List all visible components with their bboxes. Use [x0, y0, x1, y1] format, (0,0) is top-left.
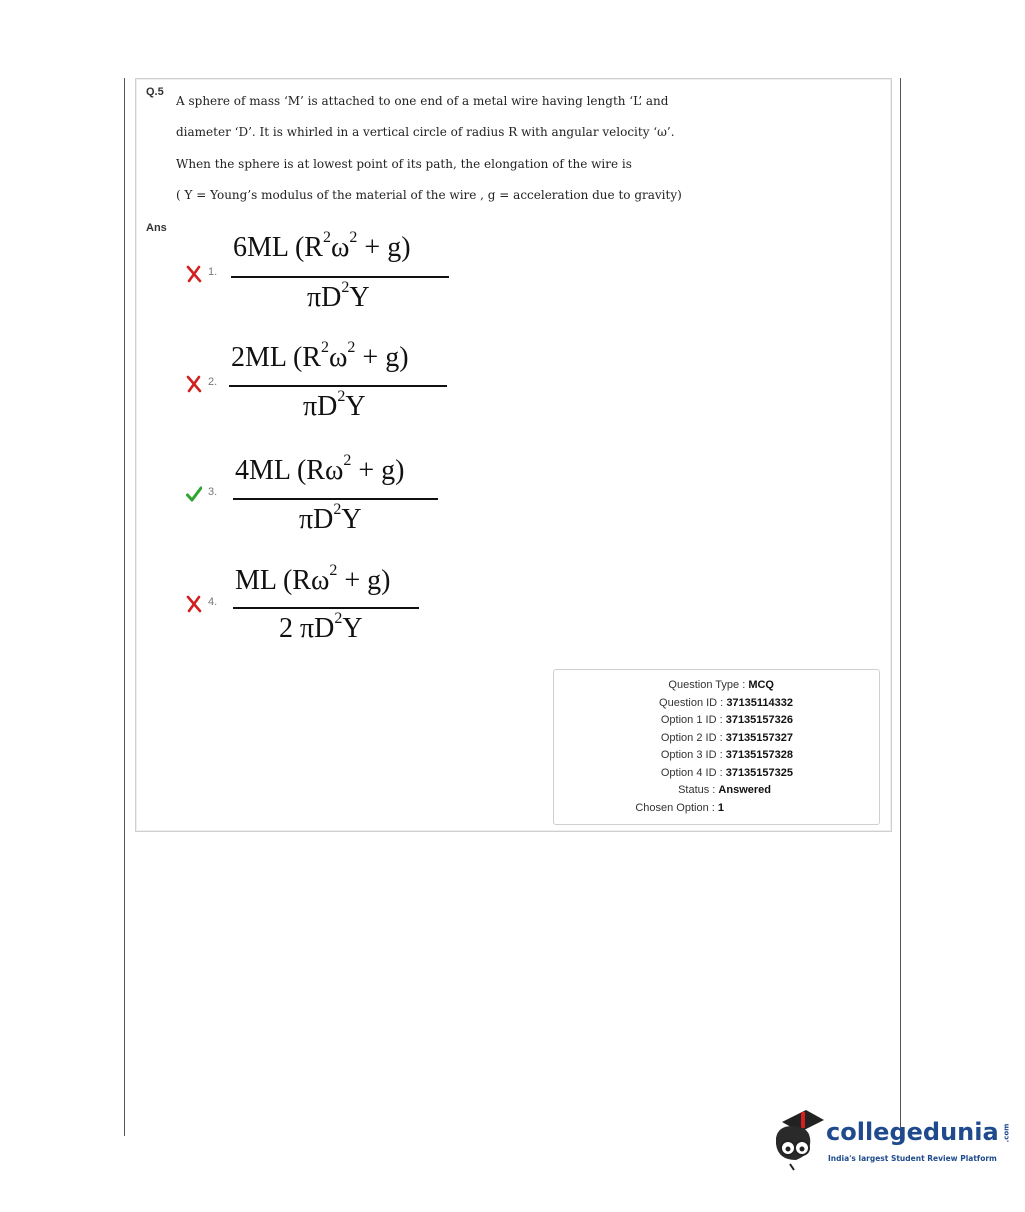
question-text-line: A sphere of mass ‘M’ is attached to one end of a metal wire having length ‘L’ and — [176, 94, 669, 108]
option-3-denominator: $\pi D^2Y$ — [299, 501, 362, 535]
mascot-icon — [768, 1104, 828, 1176]
fraction-bar — [233, 607, 419, 609]
option-3-formula — [233, 452, 443, 545]
option-number: 2. — [208, 376, 218, 388]
option-number: 4. — [208, 596, 218, 608]
cross-icon — [186, 375, 202, 393]
info-option-2-id: Option 2 ID : 37135157327 — [660, 732, 793, 744]
question-info-box — [553, 669, 880, 825]
collegedunia-logo — [768, 1104, 1011, 1176]
option-1-formula — [231, 229, 451, 322]
option-1-denominator: $\pi D^2Y$ — [307, 279, 370, 313]
checkmark-icon — [186, 485, 202, 503]
info-question-id: Question ID : 37135114332 — [659, 697, 793, 709]
question-text-line: ( Y = Young’s modulus of the material of the wire , g = acceleration due to gravity) — [176, 188, 682, 202]
info-option-4-id: Option 4 ID : 37135157325 — [660, 767, 793, 779]
option-4-denominator: 2 $\pi D^2Y$ — [279, 610, 363, 644]
question-number: Q.5 — [146, 86, 164, 98]
fraction-bar — [229, 385, 447, 387]
logo-tagline: India's largest Student Review Platform — [828, 1154, 997, 1163]
fraction-bar — [233, 498, 438, 500]
option-1-numerator: 6ML $(R^2\omega^2 + g)$ — [233, 229, 411, 263]
info-option-1-id: Option 1 ID : 37135157326 — [660, 714, 793, 726]
cross-icon — [186, 595, 202, 613]
right-border-line — [900, 78, 901, 1142]
info-chosen-option: Chosen Option : 1 — [635, 802, 724, 814]
option-number: 3. — [208, 486, 218, 498]
answer-label: Ans — [146, 222, 167, 234]
question-text-line: diameter ‘D’. It is whirled in a vertical circle of radius R with angular velocity ‘ω’. — [176, 125, 675, 139]
info-question-type: Question Type : MCQ — [668, 679, 774, 691]
option-3-numerator: 4ML $(R\omega^2 + g)$ — [235, 452, 405, 486]
option-2-denominator: $\pi D^2Y$ — [303, 388, 366, 422]
option-4-formula — [233, 562, 423, 655]
fraction-bar — [231, 276, 449, 278]
info-status: Status : Answered — [678, 784, 771, 796]
info-option-3-id: Option 3 ID : 37135157328 — [660, 749, 793, 761]
cross-icon — [186, 265, 202, 283]
option-2-formula — [229, 339, 449, 432]
logo-suffix: .com — [1002, 1123, 1011, 1143]
option-number: 1. — [208, 266, 218, 278]
logo-name: collegedunia .com — [826, 1118, 1011, 1146]
question-text-line: When the sphere is at lowest point of its path, the elongation of the wire is — [176, 157, 632, 171]
left-border-line — [124, 78, 125, 1136]
option-2-numerator: 2ML $(R^2\omega^2 + g)$ — [231, 339, 409, 373]
option-4-numerator: ML $(R\omega^2 + g)$ — [235, 562, 391, 596]
